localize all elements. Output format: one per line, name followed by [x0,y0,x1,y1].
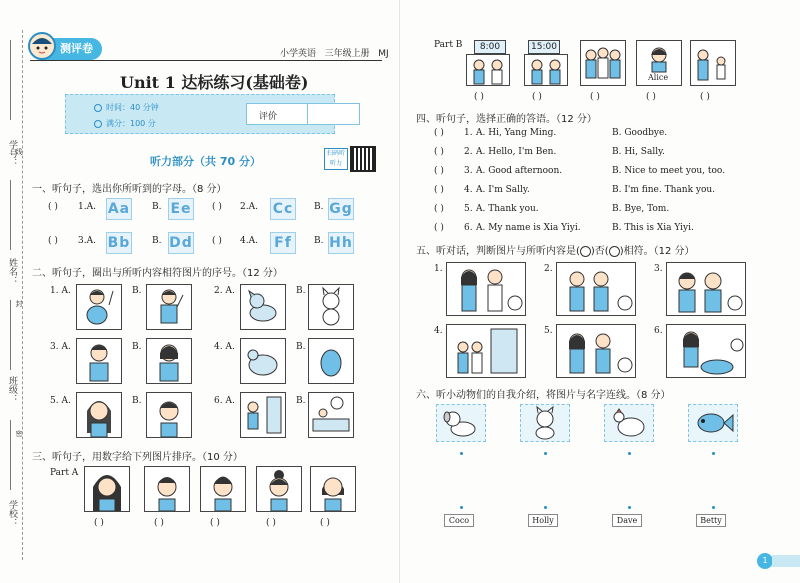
sec1-num-1 [78,202,96,212]
part-b-answer-2[interactable]: ( ) [532,92,542,102]
margin-rule [10,420,11,490]
name-dave[interactable]: Dave [612,514,642,527]
sec2-item-2 [214,286,235,296]
exam-time [94,102,159,113]
exam-info-panel [65,94,335,134]
num: 5. [50,396,59,406]
picture-boy-balloon[interactable] [76,284,122,330]
sec5-num-4: 4. [434,326,443,336]
sec2-title: 二、听句子，圈出与所听内容相符图片的序号。（12 分） [32,268,283,279]
sec4-opt-a-2: A. Hello, I'm Ben. [476,147,557,157]
picture-dog[interactable] [240,284,286,330]
header-edition: MJ [378,49,389,59]
page-tab [772,555,800,567]
dialogue-picture-3[interactable] [666,262,746,316]
margin-rule [10,300,11,370]
header-rule [30,60,382,61]
letter-card: Ee [168,198,194,220]
alice-label: Alice [648,73,669,82]
picture-bedroom[interactable] [308,392,354,438]
sec4-opt-a-4: A. I'm Sally. [476,185,530,195]
portrait-girl-short-hair[interactable] [310,466,356,512]
clock-8-00: 8:00 [474,40,506,54]
margin-class: 班级： [7,376,17,403]
dialogue-picture-2[interactable] [556,262,636,316]
portrait-boy[interactable] [144,466,190,512]
clock-15-00: 15:00 [528,40,560,54]
letter-card: Cc [270,198,296,220]
sec4-num-6: 6. [464,223,473,233]
dialogue-picture-5[interactable] [556,324,636,378]
letter-card: Gg [328,198,354,220]
connect-dot-cat[interactable] [544,452,547,455]
opt-a: A. [86,236,96,246]
score-divider [307,104,308,124]
sec4-num-1: 1. [464,128,473,138]
sec1-answer-2[interactable]: ( ) [212,202,222,212]
opt-a: A. [225,286,235,296]
scene-afternoon[interactable] [524,54,568,86]
margin-rule [10,180,11,250]
num: 6. [214,396,223,406]
picture-hen[interactable] [240,338,286,384]
exam-total [94,118,156,129]
num: 4. [214,342,223,352]
mascot-icon [28,32,56,60]
dialogue-picture-1[interactable] [446,262,526,316]
sec1-num-3 [78,236,96,246]
sec4-opt-a-1: A. Hi, Yang Ming. [476,128,557,138]
picture-girl-long-hair[interactable] [76,392,122,438]
opt-a: A. [225,396,235,406]
letter-card: Dd [168,232,194,254]
part-b-label: Part B [434,40,463,50]
connect-dot-holly[interactable] [544,506,547,509]
letter-card: Ff [270,232,296,254]
opt-b: B. [132,286,142,296]
exam-time-text: 时间：40 分钟 [106,103,159,112]
sec4-answer-3[interactable]: ( ) [434,166,444,176]
opt-b: B. [132,342,142,352]
margin-rule [10,40,11,120]
connect-dot-dog[interactable] [460,452,463,455]
sec4-opt-a-6: A. My name is Xia Yiyi. [476,223,581,233]
picture-boy[interactable] [76,338,122,384]
opt-a: A. [248,202,258,212]
sec1-num-4 [240,236,258,246]
opt-b: B. [314,202,324,212]
connect-dot-dave[interactable] [628,506,631,509]
sec4-opt-b-4: B. I'm fine. Thank you. [612,185,716,195]
sec2-item-1 [50,286,71,296]
picture-cat[interactable] [308,284,354,330]
sec2-item-3 [50,342,71,352]
portrait-girl-long-hair[interactable] [84,466,130,512]
opt-a: A. [225,342,235,352]
sec5-num-2: 2. [544,264,553,274]
margin-char-secret: 密 [15,430,23,437]
sec4-opt-b-3: B. Nice to meet you, too. [612,166,726,176]
opt-b: B. [296,286,306,296]
portrait-girl-bun[interactable] [256,466,302,512]
num: 3. [78,236,87,246]
sec5-title-part2: )否( [590,246,609,257]
margin-char-line: 线 [15,148,23,155]
num: 3. [50,342,59,352]
picture-boy-waving[interactable] [146,284,192,330]
sec4-opt-a-5: A. Thank you. [476,204,539,214]
sec4-title: 四、听句子，选择正确的答语。（12 分） [416,114,597,125]
part-b-answer-1[interactable]: ( ) [474,92,484,102]
opt-b: B. [314,236,324,246]
opt-a: A. [248,236,258,246]
opt-a: A. [61,286,71,296]
sec4-num-2: 2. [464,147,473,157]
letter-card: Hh [328,232,354,254]
exam-total-text: 满分：100 分 [106,119,156,128]
margin-student-id: 学号： [7,140,17,167]
sec5-title-part3: )相符。（12 分） [619,246,695,257]
opt-b: B. [132,396,142,406]
part-a-label: Part A [50,468,79,478]
name-holly[interactable]: Holly [528,514,558,527]
sec5-title-part1: 五、听对话，判断图片与所听内容是( [416,246,580,257]
animal-fish[interactable] [688,404,738,442]
animal-hen[interactable] [604,404,654,442]
opt-b: B. [152,236,162,246]
sec5-title [416,242,695,257]
binding-margin-line [22,30,23,560]
sec1-answer-4[interactable]: ( ) [212,236,222,246]
sec6-title: 六、听小动物们的自我介绍，将图片与名字连线。（8 分） [416,390,671,401]
sec5-num-3: 3. [654,264,663,274]
sec5-num-6: 6. [654,326,663,336]
num: 2. [240,202,249,212]
header-subject: 小学英语 [280,49,317,59]
picture-egg[interactable] [308,338,354,384]
sec4-answer-4[interactable]: ( ) [434,185,444,195]
opt-b: B. [152,202,162,212]
sec1-answer-1[interactable]: ( ) [48,202,58,212]
clock-icon [94,104,102,112]
margin-name: 姓名： [7,258,17,285]
num: 4. [240,236,249,246]
name-betty[interactable]: Betty [696,514,726,527]
sec1-num-2 [240,202,258,212]
sec4-opt-b-6: B. This is Xia Yiyi. [612,223,694,233]
dialogue-picture-6[interactable] [666,324,746,378]
part-b-answer-4[interactable]: ( ) [646,92,656,102]
qr-code-icon[interactable] [350,146,376,172]
header-info [280,46,389,59]
num: 1. [78,202,87,212]
opt-a: A. [61,396,71,406]
scan-tag: 扫码听听力 [324,148,348,170]
picture-boy-short-hair[interactable] [146,392,192,438]
part-b-answer-5[interactable]: ( ) [700,92,710,102]
sec4-num-4: 4. [464,185,473,195]
part-a-answer-5[interactable]: ( ) [320,518,330,528]
connect-dot-coco[interactable] [460,506,463,509]
listening-section-heading: 听力部分（共 70 分） [150,155,261,168]
sec2-item-6 [214,396,235,406]
letter-card: Aa [106,198,132,220]
sec5-num-1: 1. [434,264,443,274]
sec3-title: 三、听句子，用数字给下列图片排序。（10 分） [32,452,243,463]
name-coco[interactable]: Coco [444,514,474,527]
margin-char-seal: 封 [15,300,23,307]
sad-face-icon [609,246,620,257]
part-a-answer-1[interactable]: ( ) [94,518,104,528]
sec5-num-5: 5. [544,326,553,336]
connect-dot-fish[interactable] [712,452,715,455]
opt-a: A. [61,342,71,352]
sec4-opt-a-3: A. Good afternoon. [476,166,563,176]
sec4-answer-6[interactable]: ( ) [434,223,444,233]
scene-morning[interactable] [466,54,510,86]
animal-dog[interactable] [436,404,486,442]
sec4-answer-5[interactable]: ( ) [434,204,444,214]
sec1-title: 一、听句子，选出你所听到的字母。（8 分） [32,184,227,195]
sec4-answer-2[interactable]: ( ) [434,147,444,157]
letter-card: Bb [106,232,132,254]
margin-school: 学校： [7,500,17,527]
smile-face-icon [580,246,591,257]
opt-b: B. [296,396,306,406]
scene-family[interactable] [690,40,736,86]
connect-dot-betty[interactable] [712,506,715,509]
header-grade: 三年级上册 [324,49,370,59]
sec4-opt-b-2: B. Hi, Sally. [612,147,665,157]
animal-cat[interactable] [520,404,570,442]
part-a-answer-3[interactable]: ( ) [210,518,220,528]
sec1-answer-3[interactable]: ( ) [48,236,58,246]
sec4-answer-1[interactable]: ( ) [434,128,444,138]
check-icon [94,120,102,128]
score-label: 评价 [259,112,278,122]
page-number: 1 [757,553,773,569]
part-b-answer-3[interactable]: ( ) [590,92,600,102]
score-field[interactable] [246,103,360,125]
part-a-answer-2[interactable]: ( ) [154,518,164,528]
scene-three-kids[interactable] [580,40,626,86]
sec4-opt-b-1: B. Goodbye. [612,128,668,138]
sec4-opt-b-5: B. Bye, Tom. [612,204,670,214]
sec4-num-5: 5. [464,204,473,214]
opt-a: A. [86,202,96,212]
portrait-boy-smiling[interactable] [200,466,246,512]
connect-dot-hen[interactable] [628,452,631,455]
page-divider [399,0,400,583]
sec2-item-4 [214,342,235,352]
page-title: Unit 1 达标练习(基础卷) [120,73,309,92]
exam-badge: 测评卷 [30,38,102,60]
sec4-num-3: 3. [464,166,473,176]
num: 2. [214,286,223,296]
opt-b: B. [296,342,306,352]
num: 1. [50,286,59,296]
dialogue-picture-4[interactable] [446,324,526,378]
part-a-answer-4[interactable]: ( ) [266,518,276,528]
sec2-item-5 [50,396,71,406]
picture-girl[interactable] [146,338,192,384]
picture-people-door[interactable] [240,392,286,438]
